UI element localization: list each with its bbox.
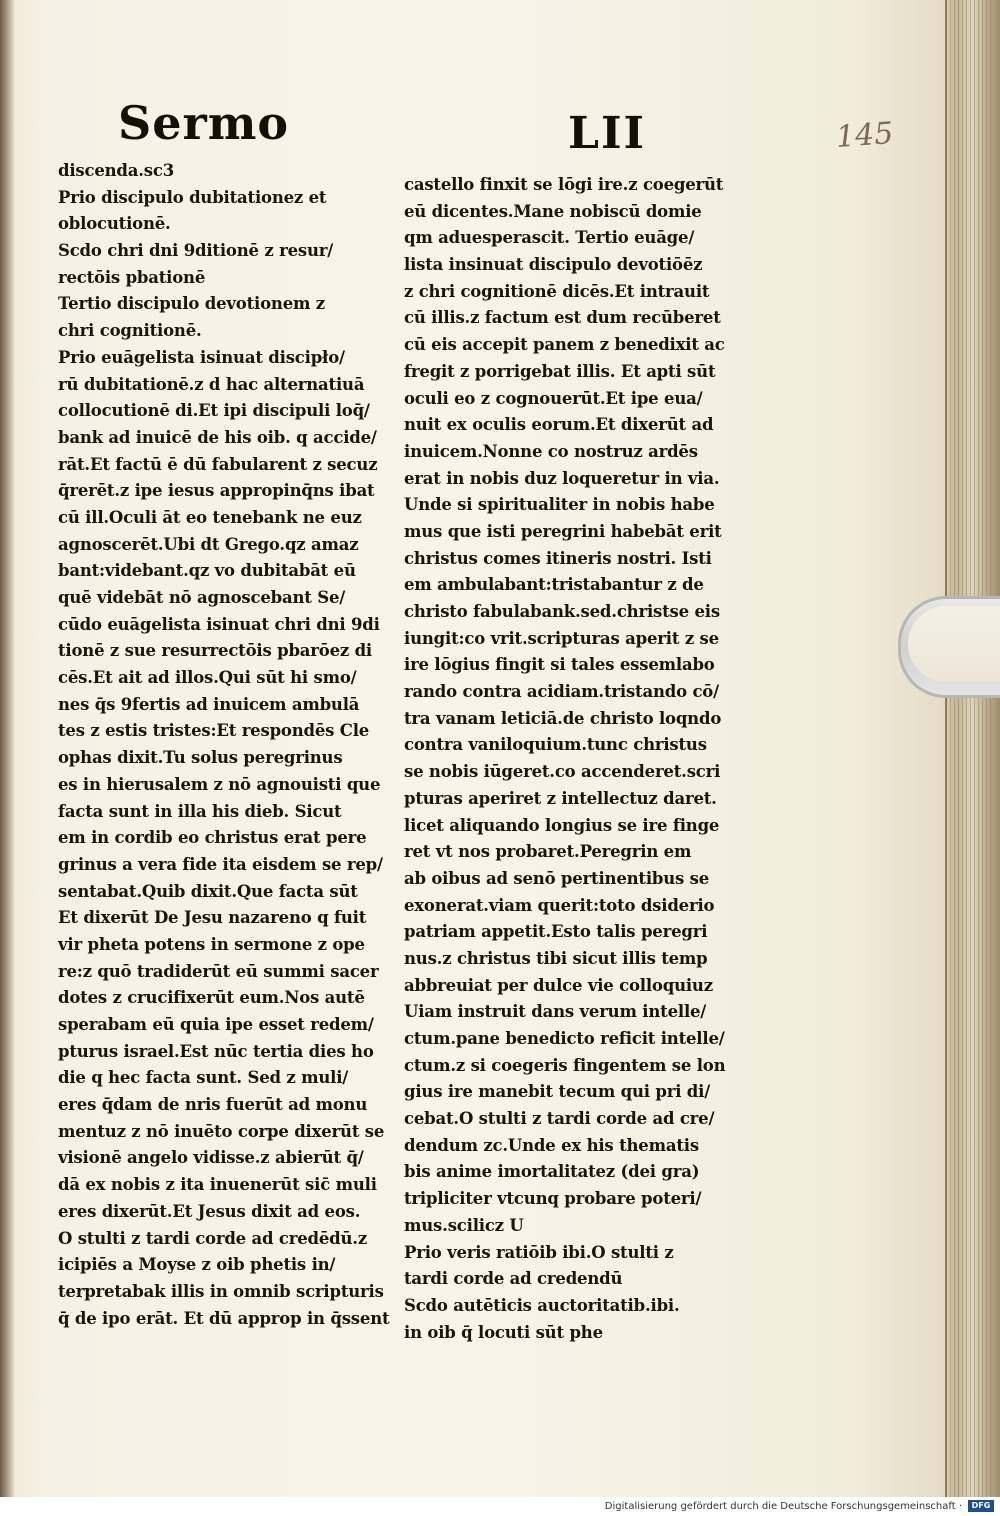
text-line: abbreuiat per dulce vie colloquiuz xyxy=(404,975,713,995)
text-line: patriam appetit.Esto talis peregri xyxy=(404,922,708,942)
text-line: eres dixerūt.Et Jesus dixit ad eos. xyxy=(58,1201,361,1221)
text-line: dā ex nobis z ita inuenerūt sic̄ muli xyxy=(58,1175,377,1195)
text-line: em ambulabant:tristabantur z de xyxy=(404,575,704,595)
text-line: chri cognitionē. xyxy=(58,321,202,341)
text-line: icipiēs a Moyse z oib phetis in/ xyxy=(58,1255,336,1275)
text-line: z chri cognitionē dicēs.Et intrauit xyxy=(404,281,710,301)
text-line: terpretabak illis in omnib scripturis xyxy=(58,1281,384,1301)
text-line: ophas dixit.Tu solus peregrinus xyxy=(58,748,343,768)
text-line: ctum.z si coegeris fingentem se lon xyxy=(404,1055,726,1075)
text-line: pturas aperiret z intellectuz daret. xyxy=(404,788,717,808)
text-line: rectōis pbationē xyxy=(58,267,206,287)
text-line: Prio veris ratiōib ibi.O stulti z xyxy=(404,1242,674,1262)
text-line: O stulti z tardi corde ad credēdū.z xyxy=(58,1228,368,1248)
text-line: tardi corde ad credendū xyxy=(404,1269,623,1289)
text-line: christo fabulabank.sed.christse eis xyxy=(404,602,720,621)
text-line: ret vt nos probaret.Peregrin em xyxy=(404,842,692,862)
text-column-left xyxy=(58,158,390,1332)
text-line: bis anime imortalitatez (dei gra) xyxy=(404,1162,700,1182)
text-line: collocutionē di.Et ipi discipuli loq̄/ xyxy=(58,401,370,421)
text-line: eū dicentes.Mane nobiscū domie xyxy=(404,201,702,221)
text-line: tra vanam leticiā.de christo loqndo xyxy=(404,708,722,728)
text-line: christus comes itineris nostri. Isti xyxy=(404,548,712,568)
gutter-shadow xyxy=(0,0,14,1497)
text-line: re:z quō tradiderūt eū summi sacer xyxy=(58,961,379,981)
text-line: cū illis.z factum est dum recūberet xyxy=(404,308,721,328)
dfg-logo: DFG xyxy=(968,1500,994,1512)
text-line: nuit ex oculis eorum.Et dixerūt ad xyxy=(404,415,714,435)
text-line: cebat.O stulti z tardi corde ad cre/ xyxy=(404,1109,715,1129)
text-line: lista insinuat discipulo devotiōēz xyxy=(404,255,703,275)
text-line: sentabat.Quib dixit.Que facta sūt xyxy=(58,881,358,901)
text-line: contra vaniloquium.tunc christus xyxy=(404,735,707,755)
text-line: mus que isti peregrini habebāt erit xyxy=(404,521,722,541)
text-line: ctum.pane benedicto reficit intelle/ xyxy=(404,1029,725,1048)
text-line: rāt.Et factū ē dū fabularent z secuz xyxy=(58,454,378,474)
text-line: rū dubitationē.z d hac alternatiuā xyxy=(58,374,365,394)
text-line: ab oibus ad senō pertinentibus se xyxy=(404,868,710,888)
text-line: Scdo chri dni 9ditionē z resur/ xyxy=(58,241,334,261)
text-line: nes q̄s 9fertis ad inuicem ambulā xyxy=(58,694,360,714)
text-line: tionē z sue resurrectōis pbarōez di xyxy=(58,641,372,661)
text-line: se nobis iūgeret.co accenderet.scri xyxy=(404,762,721,782)
text-line: cū ill.Oculi āt eo tenebank ne euz xyxy=(58,507,362,527)
text-line: q̄ de ipo erāt. Et dū approp in q̄ssent xyxy=(58,1308,390,1328)
running-title-right: LII xyxy=(568,108,647,159)
text-line: oblocutionē. xyxy=(58,214,171,234)
text-line: cēs.Et ait ad illos.Qui sūt hi smo/ xyxy=(58,668,357,688)
text-line: oculi eo z cognouerūt.Et ipe eua/ xyxy=(404,388,703,408)
text-line: exonerat.viam querit:toto dsiderio xyxy=(404,895,715,915)
text-line: Prio discipulo dubitationez et xyxy=(58,187,327,207)
text-line: cū eis accepit panem z benedixit ac xyxy=(404,335,725,355)
text-line: cūdo euāgelista isinuat chri dni 9di xyxy=(58,614,380,634)
text-line: ire lōgius fingit si tales essemlabo xyxy=(404,655,715,675)
text-line: es in hierusalem z nō agnouisti que xyxy=(58,774,381,794)
text-line: in oib q̄ locuti sūt phe xyxy=(404,1322,603,1342)
text-line: tes z estis tristes:Et respondēs Cle xyxy=(58,721,370,741)
text-line: tripliciter vtcunq probare poteri/ xyxy=(404,1189,702,1209)
text-line: facta sunt in illa his dieb. Sicut xyxy=(58,801,342,821)
text-line: Prio euāgelista isinuat discipło/ xyxy=(58,347,345,367)
text-line: mentuz z nō inuēto corpe dixerūt se xyxy=(58,1121,385,1141)
text-line: Et dixerūt De Jesu nazareno q fuit xyxy=(58,908,367,928)
text-line: bant:videbant.qz vo dubitabāt eū xyxy=(58,561,356,581)
text-line: sperabam eū quia ipe esset redem/ xyxy=(58,1015,374,1034)
text-line: Scdo autēticis auctoritatib.ibi. xyxy=(404,1295,680,1315)
text-line: discenda.sc3 xyxy=(58,161,175,180)
text-line: castello finxit se lōgi ire.z coegerūt xyxy=(404,175,724,194)
text-line: bank ad inuicē de his oib. q accide/ xyxy=(58,427,377,447)
text-line: vir pheta potens in sermone z ope xyxy=(58,934,365,954)
text-line: grinus a vera fide ita eisdem se rep/ xyxy=(58,854,383,874)
text-column-right xyxy=(404,172,766,1346)
text-line: erat in nobis duz loqueretur in via. xyxy=(404,468,720,488)
text-line: pturus israel.Est nūc tertia dies ho xyxy=(58,1041,374,1061)
text-line: dendum zc.Unde ex his thematis xyxy=(404,1135,699,1155)
text-line: inuicem.Nonne co nostruz ardēs xyxy=(404,441,698,461)
text-line: Unde si spiritualiter in nobis habe xyxy=(404,495,715,515)
handwritten-folio-number: 145 xyxy=(834,116,895,155)
text-line: Uiam instruit dans verum intelle/ xyxy=(404,1002,707,1022)
text-line: gius ire manebit tecum qui pri di/ xyxy=(404,1082,711,1102)
text-line: licet aliquando longius se ire finge xyxy=(404,815,720,835)
text-line: rando contra acidiam.tristando cō/ xyxy=(404,682,719,702)
text-line: quē videbāt nō agnoscebant Se/ xyxy=(58,588,346,607)
text-line: nus.z christus tibi sicut illis temp xyxy=(404,948,708,968)
text-line: dotes z crucifixerūt eum.Nos autē xyxy=(58,988,365,1008)
text-line: iungit:co vrit.scripturas aperit z se xyxy=(404,628,719,648)
text-line: qm aduesperascit. Tertio euāge/ xyxy=(404,228,695,248)
page-clip-inner xyxy=(908,606,1000,682)
text-line: Tertio discipulo devotionem z xyxy=(58,294,325,314)
text-line: em in cordib eo christus erat pere xyxy=(58,828,367,848)
text-line: die q hec facta sunt. Sed z muli/ xyxy=(58,1068,349,1088)
running-title-left: Sermo xyxy=(118,96,290,150)
text-line: q̄rerēt.z ipe iesus appropinq̄ns ibat xyxy=(58,481,375,501)
text-line: fregit z porrigebat illis. Et apti sūt xyxy=(404,361,716,381)
text-line: eres q̄dam de nris fuerūt ad monu xyxy=(58,1095,368,1115)
funding-credit: Digitalisierung gefördert durch die Deutsche Forschungsgemeinschaft · xyxy=(604,1501,962,1512)
text-line: agnoscerēt.Ubi dt Grego.qz amaz xyxy=(58,534,359,554)
text-line: mus.scilicz U xyxy=(404,1215,524,1235)
text-line: visionē angelo vidisse.z abierūt q̄/ xyxy=(58,1148,364,1168)
